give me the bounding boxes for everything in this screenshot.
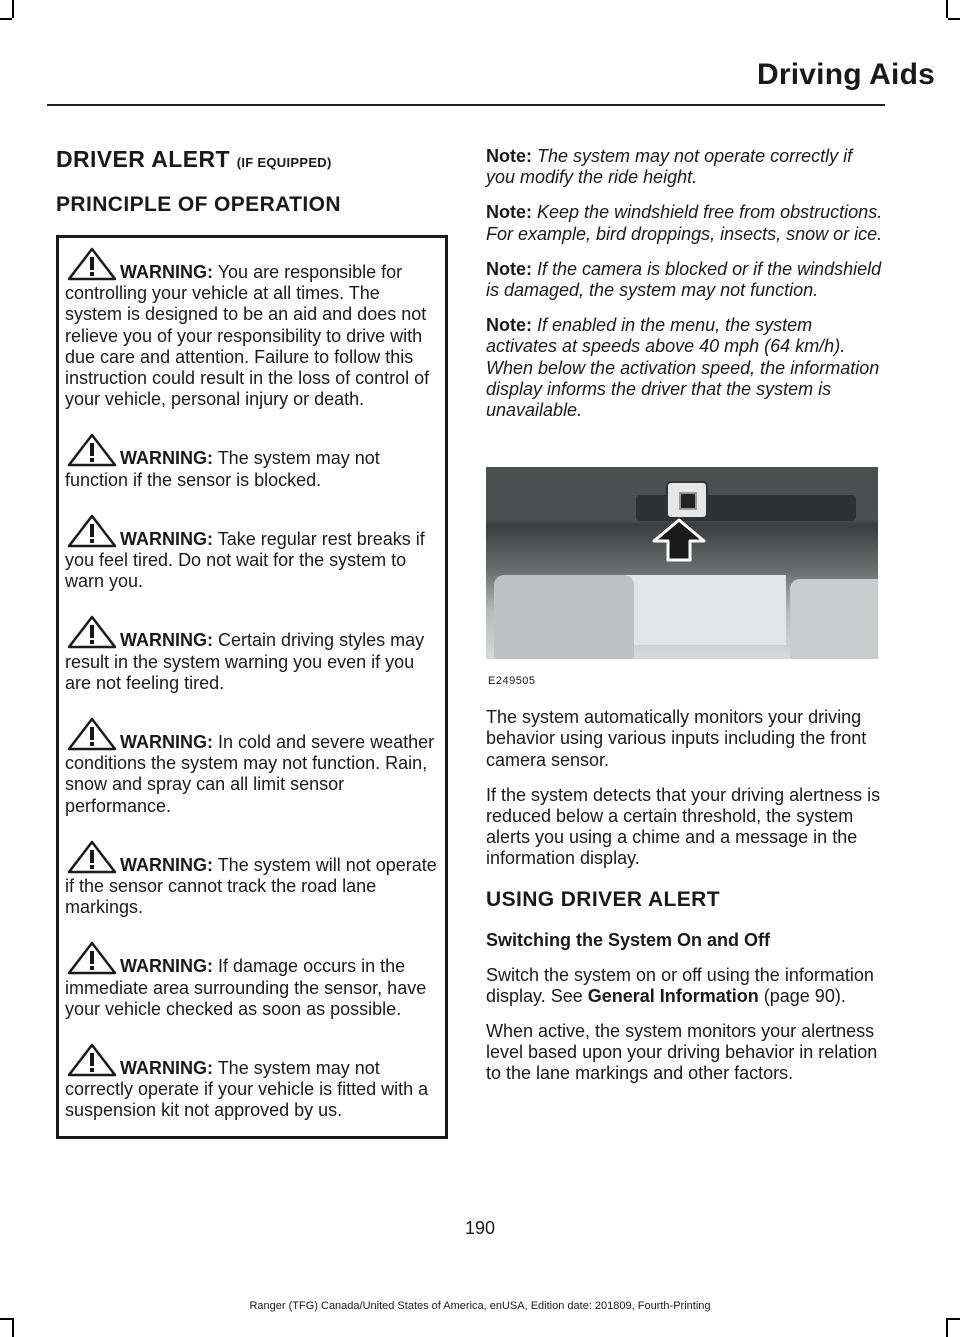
crop-mark bbox=[0, 18, 12, 20]
page-number: 190 bbox=[464, 1218, 496, 1238]
warning-label: WARNING: bbox=[120, 448, 213, 469]
cross-reference-link[interactable]: General Information bbox=[587, 985, 759, 1006]
warning-text: The system may not correctly operate if your vehicle is fitted with a suspension kit not approved by us. bbox=[65, 1058, 429, 1121]
warning-label: WARNING: bbox=[120, 956, 213, 977]
warning-text: The system may not function if the sensor is blocked. bbox=[65, 448, 380, 490]
note-label: Note: bbox=[486, 258, 532, 279]
warning-label: WARNING: bbox=[120, 732, 213, 753]
heading-text: DRIVER ALERT bbox=[56, 146, 230, 172]
front-camera-sensor bbox=[666, 481, 708, 519]
warning-item bbox=[65, 940, 437, 1020]
paragraph bbox=[486, 965, 886, 1007]
note-item bbox=[486, 202, 886, 244]
note-text: Keep the windshield free from obstructions. For example, bird droppings, insects, snow or ice. bbox=[486, 202, 883, 244]
crop-mark bbox=[948, 18, 960, 20]
warning-label: WARNING: bbox=[120, 1058, 213, 1079]
page-reference: (page 90). bbox=[758, 985, 846, 1006]
warning-triangle-icon bbox=[65, 513, 117, 549]
section-title: Driving Aids bbox=[757, 58, 935, 91]
warning-item bbox=[65, 513, 437, 593]
warning-triangle-icon bbox=[65, 839, 117, 875]
warning-text: In cold and severe weather conditions the system may not function. Rain, snow and spray can all limit sensor performance. bbox=[65, 732, 435, 816]
note-label: Note: bbox=[486, 202, 532, 223]
crop-mark bbox=[946, 1318, 948, 1337]
paragraph: When active, the system monitors your alertness level based upon your driving behavior in relation to the lane markings and other factors. bbox=[486, 1021, 878, 1084]
section-heading bbox=[56, 146, 448, 173]
camera-location-photo bbox=[486, 467, 878, 659]
note-item bbox=[486, 315, 886, 421]
right-column bbox=[486, 146, 886, 1099]
warning-label: WARNING: bbox=[120, 630, 213, 651]
crop-mark bbox=[12, 0, 14, 18]
note-text: The system may not operate correctly if you modify the ride height. bbox=[486, 146, 853, 188]
warning-text: If damage occurs in the immediate area surrounding the sensor, have your vehicle checked as soon as possible. bbox=[65, 956, 427, 1019]
warning-text: You are responsible for controlling your vehicle at all times. The system is designed to be an aid and does not relieve you of your responsibility to drive with due care and attention. Failure to follow this instruction could result in the loss of control of your vehicle, personal injury or death. bbox=[65, 262, 430, 410]
subsection-heading: Switching the System On and Off bbox=[486, 929, 771, 950]
footer-text: Ranger (TFG) Canada/United States of America, enUSA, Edition date: 201809, Fourth-Printing bbox=[249, 1300, 711, 1312]
warning-item bbox=[65, 614, 437, 694]
warning-triangle-icon bbox=[65, 432, 117, 468]
warning-item bbox=[65, 1042, 437, 1122]
warning-text: Take regular rest breaks if you feel tired. Do not wait for the system to warn you. bbox=[65, 528, 425, 592]
camera-lens bbox=[679, 492, 697, 510]
crop-mark bbox=[946, 0, 948, 18]
note-label: Note: bbox=[486, 146, 532, 166]
note-text: If enabled in the menu, the system activates at speeds above 40 mph (64 km/h). When below the activation speed, the information display informs the driver that the system is unavailable. bbox=[486, 315, 880, 421]
heading-qualifier: (IF EQUIPPED) bbox=[236, 155, 332, 170]
warning-box bbox=[56, 235, 448, 1139]
warning-item bbox=[65, 839, 437, 919]
warning-item bbox=[65, 246, 437, 410]
paragraph: If the system detects that your driving alertness is reduced below a certain threshold, the system alerts you using a chime and a message in the information display. bbox=[486, 784, 881, 869]
subheading: PRINCIPLE OF OPERATION bbox=[56, 193, 341, 216]
crop-mark bbox=[948, 1318, 960, 1320]
left-column bbox=[56, 146, 448, 1139]
warning-item bbox=[65, 716, 437, 817]
paragraph-text: Switch the system on or off using the information display. See bbox=[486, 964, 874, 1006]
crop-mark bbox=[12, 1318, 14, 1337]
warning-text: Certain driving styles may result in the system warning you even if you are not feeling tired. bbox=[65, 630, 425, 693]
warning-triangle-icon bbox=[65, 940, 117, 976]
warning-label: WARNING: bbox=[120, 854, 213, 875]
section-heading-using: USING DRIVER ALERT bbox=[486, 887, 720, 911]
warning-label: WARNING: bbox=[120, 262, 213, 282]
seat-left bbox=[494, 575, 634, 659]
warning-item bbox=[65, 432, 437, 490]
paragraph: The system automatically monitors your driving behavior using various inputs including the front camera sensor. bbox=[486, 707, 867, 770]
header-rule bbox=[47, 104, 885, 106]
note-label: Note: bbox=[486, 315, 532, 336]
arrow-up-icon bbox=[651, 517, 707, 568]
note-item bbox=[486, 146, 886, 188]
note-item bbox=[486, 259, 886, 301]
warning-text: The system will not operate if the sensor cannot track the road lane markings. bbox=[65, 854, 437, 918]
warning-triangle-icon bbox=[65, 1042, 117, 1078]
image-reference: E249505 bbox=[488, 675, 536, 688]
warning-label: WARNING: bbox=[120, 528, 213, 549]
seat-right bbox=[790, 579, 878, 659]
crop-mark bbox=[0, 1318, 12, 1320]
warning-triangle-icon bbox=[65, 246, 117, 282]
warning-triangle-icon bbox=[65, 716, 117, 752]
warning-triangle-icon bbox=[65, 614, 117, 650]
note-text: If the camera is blocked or if the windshield is damaged, the system may not function. bbox=[486, 258, 882, 301]
